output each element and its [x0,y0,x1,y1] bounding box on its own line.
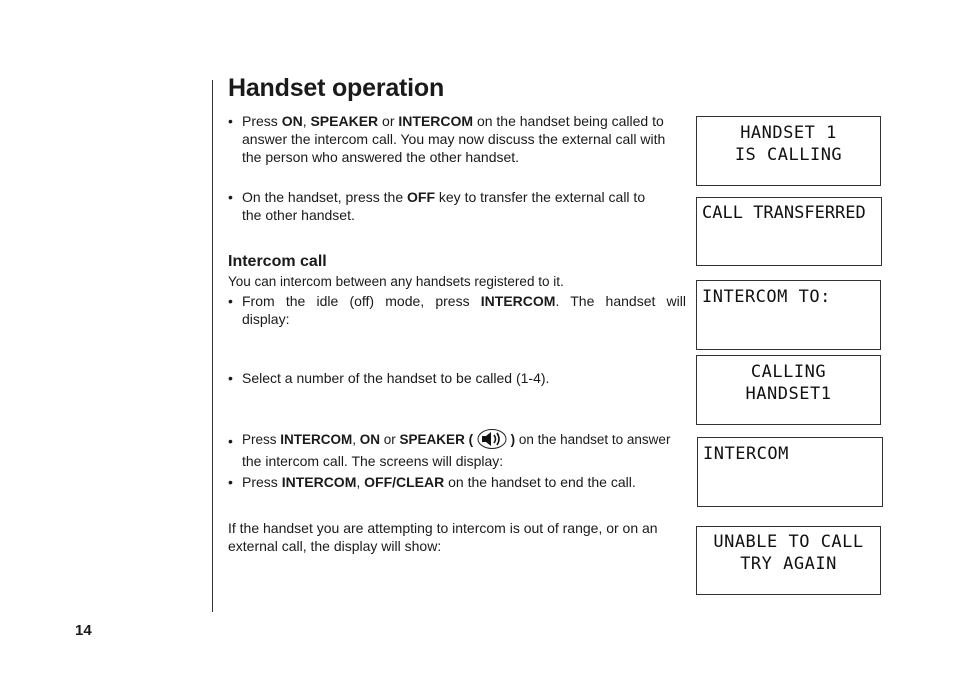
bullet-text-line2: the other handset. [242,207,355,223]
bullet-text-line2: answer the intercom call. You may now discuss the external call with [242,131,666,147]
bullet-text: Select a number of the handset to be called (1-4). [242,370,550,386]
lcd-line-1: UNABLE TO CALL [713,532,864,552]
page-title: Handset operation [228,74,445,102]
lcd-intercom-to [696,280,881,350]
bullet-text-line2: display: [242,311,290,327]
bullet-dot: • [228,293,233,309]
lcd-line-1: INTERCOM [703,444,789,464]
bullet-text: From the idle (off) mode, press INTERCOM. The handset will [242,293,686,309]
lcd-calling-handset [696,355,881,425]
page-number: 14 [75,622,92,639]
bullet-text: Press ON, SPEAKER or INTERCOM on the handset being called to [242,113,664,129]
lcd-line-1: CALL TRANSFERRED [702,203,866,223]
bullet-dot: • [228,189,233,205]
intercom-intro: You can intercom between any handsets registered to it. [228,274,564,289]
section-heading-intercom-call: Intercom call [228,253,327,270]
margin-rule [212,80,213,612]
out-of-range-note: If the handset you are attempting to intercom is out of range, or on an [228,520,658,536]
lcd-line-2: HANDSET1 [745,384,832,404]
bullet-text: On the handset, press the OFF key to transfer the external call to [242,189,646,205]
bullet-dot: • [228,370,233,386]
lcd-handset-calling [696,116,881,186]
bullet-text-line3: the person who answered the other handset. [242,149,520,165]
bullet-dot: • [228,113,233,129]
lcd-line-2: IS CALLING [734,145,843,165]
speaker-icon [477,429,507,449]
lcd-intercom [697,437,883,507]
lcd-call-transferred [696,197,882,266]
bullet-text: Press INTERCOM, OFF/CLEAR on the handset to end the call. [242,474,636,490]
lcd-unable-to-call [696,526,881,595]
lcd-line-1: CALLING [750,362,827,382]
lcd-line-1: HANDSET 1 [740,123,837,143]
bullet-dot: • [228,474,233,490]
out-of-range-note-line2: external call, the display will show: [228,538,442,554]
lcd-line-1: INTERCOM TO: [702,287,831,307]
bullet-text: Press INTERCOM, ON or SPEAKER ( ) on the handset to answer [242,429,692,451]
lcd-line-2: TRY AGAIN [740,554,837,574]
bullet-text-line2: the intercom call. The screens will display: [242,453,504,469]
bullet-dot: • [228,433,233,449]
